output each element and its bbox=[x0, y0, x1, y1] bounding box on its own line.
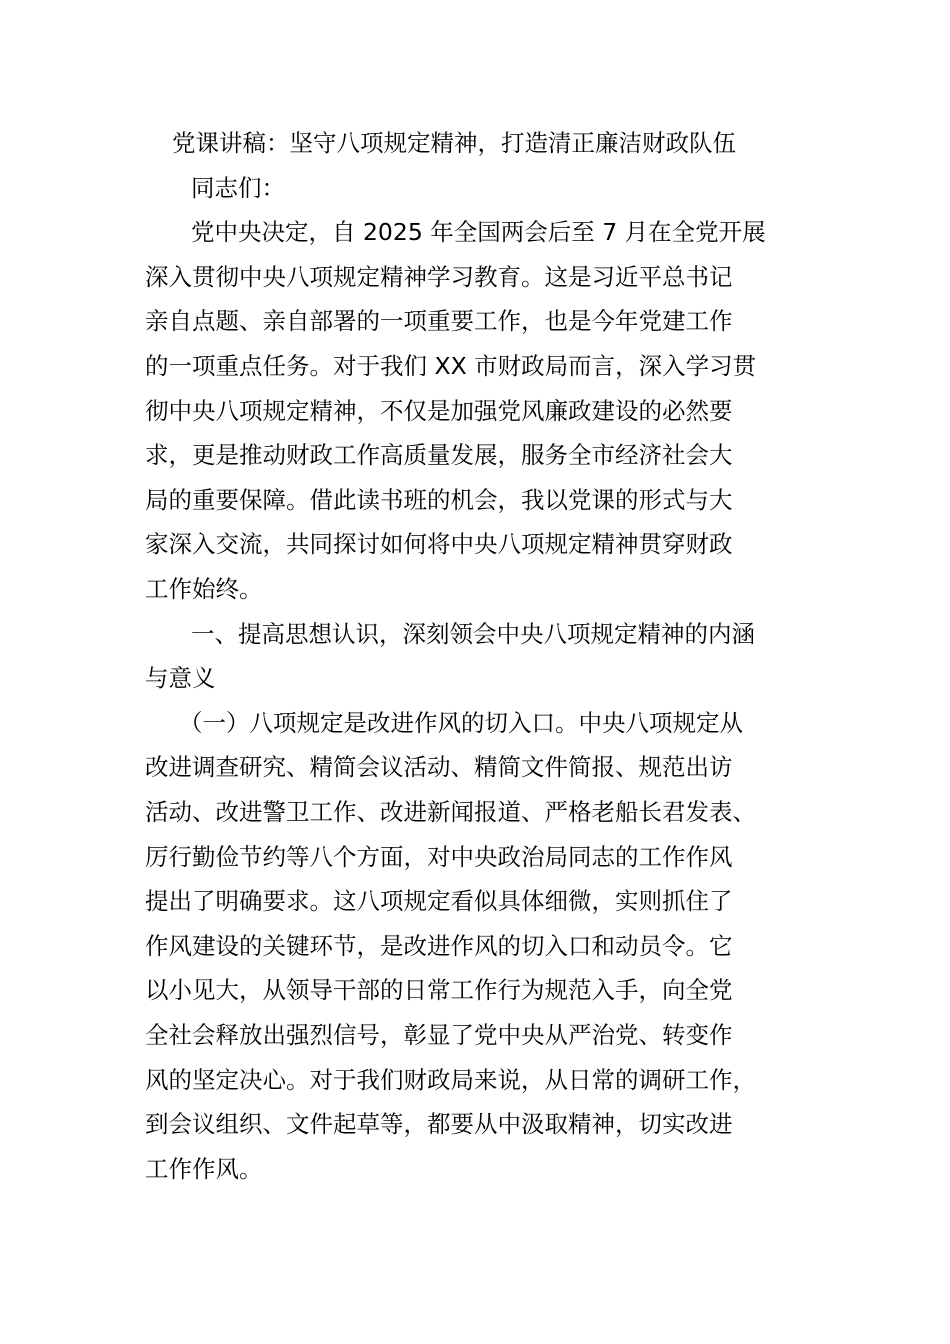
body-line: 风的坚定决心。对于我们财政局来说，从日常的调研工作， bbox=[145, 1065, 756, 1094]
body-line: （一）八项规定是改进作风的切入口。中央八项规定从 bbox=[179, 708, 743, 737]
body-line: 全社会释放出强烈信号，彰显了党中央从严治党、转变作 bbox=[145, 1021, 733, 1049]
body-line: 到会议组织、文件起草等，都要从中汲取精神，切实改进 bbox=[145, 1110, 733, 1139]
body-line: 工作作风。 bbox=[145, 1154, 263, 1183]
body-line: 与意义 bbox=[145, 664, 216, 693]
body-line: 的一项重点任务。对于我们 XX 市财政局而言，深入学习贯 bbox=[145, 352, 757, 380]
body-line: 求，更是推动财政工作高质量发展，服务全市经济社会大 bbox=[145, 441, 733, 470]
body-line: 以小见大，从领导干部的日常工作行为规范入手，向全党 bbox=[145, 976, 733, 1005]
body-line: 一、提高思想认识，深刻领会中央八项规定精神的内涵 bbox=[191, 619, 755, 648]
body-line: 活动、改进警卫工作、改进新闻报道、严格老船长君发表、 bbox=[145, 798, 756, 826]
body-line: 彻中央八项规定精神，不仅是加强党风廉政建设的必然要 bbox=[145, 396, 733, 425]
body-line: 局的重要保障。借此读书班的机会，我以党课的形式与大 bbox=[145, 485, 733, 514]
body-line: 改进调查研究、精简会议活动、精简文件简报、规范出访 bbox=[145, 753, 733, 782]
body-line: 家深入交流，共同探讨如何将中央八项规定精神贯穿财政 bbox=[145, 530, 733, 559]
body-line: 深入贯彻中央八项规定精神学习教育。这是习近平总书记 bbox=[145, 262, 733, 291]
body-line: 同志们： bbox=[191, 173, 285, 202]
body-line: 作风建设的关键环节，是改进作风的切入口和动员令。它 bbox=[145, 931, 733, 960]
body-line: 工作始终。 bbox=[145, 575, 263, 603]
body-line: 提出了明确要求。这八项规定看似具体细微，实则抓住了 bbox=[145, 887, 733, 916]
body-line: 党中央决定，自 2025 年全国两会后至 7 月在全党开展 bbox=[191, 218, 766, 247]
body-line: 厉行勤俭节约等八个方面，对中央政治局同志的工作作风 bbox=[145, 842, 733, 871]
document-title: 党课讲稿：坚守八项规定精神，打造清正廉洁财政队伍 bbox=[172, 129, 736, 157]
body-line: 亲自点题、亲自部署的一项重要工作，也是今年党建工作 bbox=[145, 307, 733, 336]
